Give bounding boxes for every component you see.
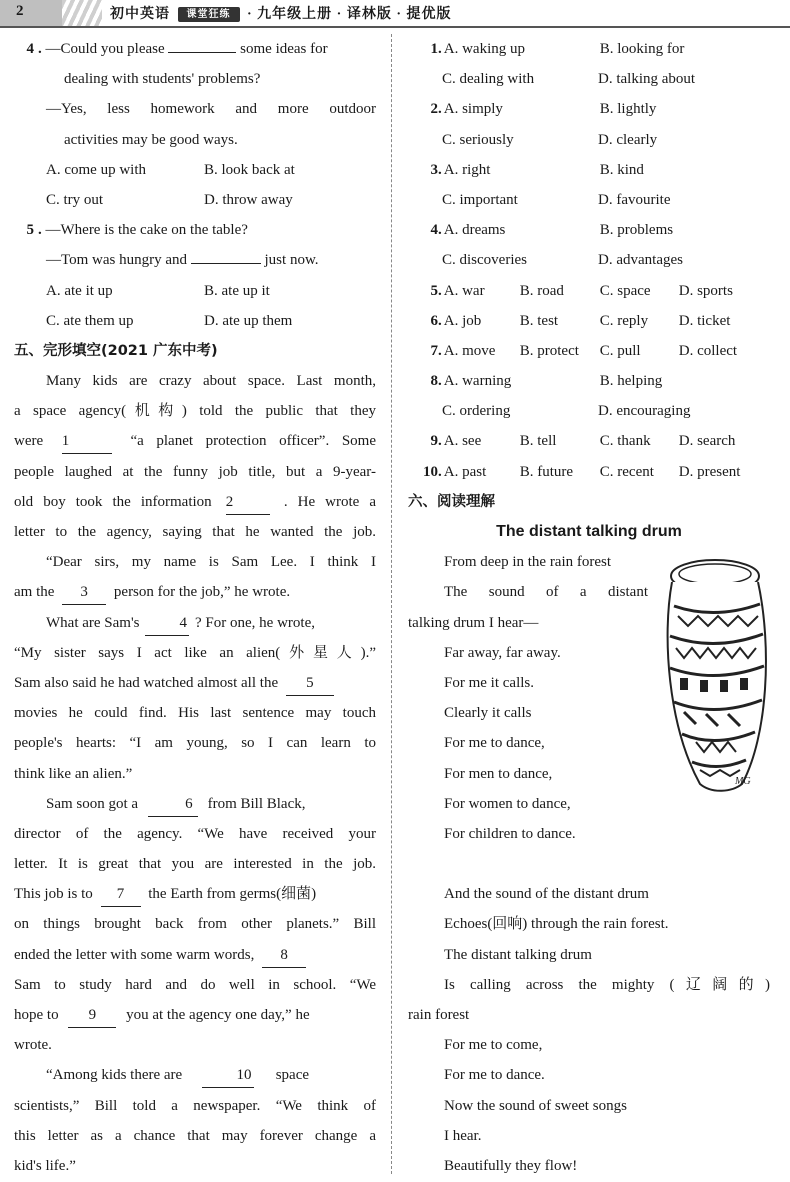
- passage-text: ? For one, he wrote,: [195, 614, 315, 631]
- option-number: 1: [430, 41, 438, 57]
- option-b: B. protect: [519, 342, 579, 359]
- series-logo-text: 课堂狂练: [186, 9, 231, 21]
- cloze-blank: 1: [62, 429, 112, 454]
- option-number: 7: [430, 342, 438, 359]
- option-row: 3. A. right B. kind: [408, 155, 770, 185]
- header-rule: [0, 26, 790, 28]
- option-d: D. ate up them: [204, 312, 293, 329]
- option-c: C. thank: [599, 433, 651, 450]
- passage-line: letter to the agency, saying that he wanted the job.: [14, 524, 376, 540]
- cloze-blank: 7: [101, 882, 141, 907]
- passage-text: ended the letter with some warm words,: [14, 946, 255, 963]
- question-text: —Yes, less homework and more outdoor: [46, 101, 376, 118]
- poem-line: For me to dance.: [444, 1067, 545, 1084]
- option-row: [408, 185, 770, 215]
- option-row: [408, 64, 770, 94]
- poem-line: Is calling across the mighty (辽阔的): [444, 976, 770, 993]
- option-a: A. dreams: [443, 222, 506, 239]
- option-number: 9: [430, 433, 438, 450]
- cloze-blank: 6: [148, 792, 198, 817]
- option-b: B. looking for: [599, 41, 685, 57]
- cloze-blank: 8: [262, 943, 306, 968]
- option-a: A. move: [443, 342, 496, 359]
- options-row: [14, 185, 376, 215]
- cloze-blank: 10: [202, 1063, 254, 1088]
- poem-line: Now the sound of sweet songs: [444, 1097, 627, 1114]
- option-c: C. reply: [599, 312, 649, 329]
- options-row: [14, 276, 376, 306]
- poem-title: The distant talking drum: [496, 523, 682, 540]
- cloze-blank: 3: [62, 580, 106, 605]
- option-d: D. present: [678, 463, 741, 480]
- poem-line: Beautifully they flow!: [444, 1157, 578, 1174]
- poem-line: And the sound of the distant drum: [444, 886, 649, 903]
- poem-line: For me it calls.: [444, 674, 534, 691]
- passage-text: “a planet protection officer”. Some: [130, 433, 376, 450]
- question-text: dealing with students' problems?: [64, 71, 261, 88]
- passage-line: movies he could find. His last sentence may touch: [14, 705, 376, 722]
- cloze-blank: 9: [68, 1003, 116, 1028]
- passage-text: “Among kids there are: [46, 1067, 183, 1084]
- question-5: 5 . —Where is the cake on the table?: [14, 215, 376, 245]
- option-b: B. ate up it: [204, 282, 270, 299]
- passage-line: a space agency(机构) told the public that they: [14, 403, 376, 420]
- passage-line: [14, 940, 376, 970]
- header-stripes: [62, 0, 102, 26]
- option-c: C. discoveries: [442, 252, 527, 269]
- option-c: C. dealing with: [442, 71, 535, 88]
- option-c: C. recent: [599, 463, 654, 480]
- poem-line: Clearly it calls: [444, 705, 532, 722]
- passage-line: “My sister says I act like an alien(外星人).”: [14, 644, 376, 661]
- passage-line: [14, 577, 376, 607]
- passage-text: Sam soon got a: [46, 795, 139, 812]
- option-a: A. war: [443, 282, 485, 299]
- option-d: D. advantages: [598, 252, 683, 269]
- option-number: 4: [430, 222, 438, 239]
- poem-line: The distant talking drum: [444, 946, 592, 963]
- option-b: B. test: [519, 312, 559, 329]
- poem-line: For me to come,: [444, 1037, 543, 1054]
- passage-text: person for the job,” he wrote.: [113, 584, 291, 601]
- option-number: 5: [430, 282, 438, 299]
- option-b: B. problems: [599, 222, 674, 239]
- series-logo: [178, 7, 240, 22]
- option-d: D. talking about: [598, 71, 696, 88]
- poem-line: For women to dance,: [444, 795, 571, 812]
- option-row: 5. A. war B. road C. space D. sports: [408, 276, 770, 306]
- options-row: [14, 155, 376, 185]
- passage-text: old boy took the information: [14, 493, 212, 510]
- options-row: [14, 306, 376, 336]
- question-number: 5: [26, 222, 34, 239]
- passage-line: people laughed at the funny job title, but a 9-year-: [14, 463, 376, 480]
- option-c: C. pull: [599, 342, 641, 359]
- option-c: C. seriously: [442, 131, 514, 148]
- cloze-blank: 2: [226, 490, 270, 515]
- option-c: C. ate them up: [46, 312, 134, 329]
- option-c: C. space: [599, 282, 651, 299]
- passage-line: [14, 1000, 376, 1030]
- passage-line: [14, 668, 376, 698]
- talking-drum-illustration: [660, 556, 775, 796]
- passage-line: [14, 789, 376, 819]
- passage-text: . He wrote a: [283, 493, 376, 510]
- option-a: A. come up with: [46, 161, 146, 178]
- passage-line: this letter as a chance that may forever change a: [14, 1127, 376, 1144]
- passage-line: kid's life.”: [14, 1157, 76, 1174]
- section-title: 五、完形填空(2021 广东中考): [14, 342, 218, 359]
- page-number: 2: [16, 3, 24, 19]
- passage-text: Sam also said he had watched almost all the: [14, 674, 279, 691]
- option-b: B. future: [519, 463, 574, 480]
- option-row: [408, 245, 770, 275]
- option-a: A. warning: [443, 373, 512, 390]
- passage-text: space: [275, 1067, 310, 1084]
- question-text-part: —Tom was hungry and: [46, 252, 188, 269]
- option-row: 8. A. warning B. helping: [408, 366, 770, 396]
- option-b: B. look back at: [204, 161, 295, 178]
- passage-line: [14, 608, 376, 638]
- option-d: D. ticket: [678, 312, 731, 329]
- passage-line: on things brought back from other planets.” Bill: [14, 916, 376, 933]
- option-b: B. helping: [599, 373, 663, 390]
- option-row: 2. A. simply B. lightly: [408, 94, 770, 124]
- option-row: 9. A. see B. tell C. thank D. search: [408, 426, 770, 456]
- option-number: 10: [423, 463, 438, 480]
- question-text: —Where is the cake on the table?: [45, 222, 248, 239]
- option-row: 10. A. past B. future C. recent D. present: [408, 457, 770, 487]
- question-text: —Could you please: [45, 41, 165, 57]
- option-row: 6. A. job B. test C. reply D. ticket: [408, 306, 770, 336]
- cloze-options-list: [408, 34, 770, 487]
- option-row: 7. A. move B. protect C. pull D. collect: [408, 336, 770, 366]
- poem-line: Far away, far away.: [444, 644, 561, 661]
- passage-text: the Earth from germs(细菌): [148, 886, 317, 903]
- option-b: B. kind: [599, 161, 644, 178]
- poem-line: [408, 849, 770, 879]
- passage-line: [14, 879, 376, 909]
- passage-text: What are Sam's: [46, 614, 140, 631]
- column-divider: [391, 34, 392, 1174]
- poem-line: I hear.: [444, 1127, 482, 1144]
- passage-line: director of the agency. “We have received your: [14, 825, 376, 842]
- poem-line: For children to dance.: [444, 825, 576, 842]
- option-d: D. favourite: [598, 191, 671, 208]
- passage-text: from Bill Black,: [207, 795, 306, 812]
- option-d: D. clearly: [598, 131, 658, 148]
- passage-text: am the: [14, 584, 55, 601]
- passage-line: think like an alien.”: [14, 765, 133, 782]
- poem-line: talking drum I hear—: [408, 614, 539, 631]
- option-a: A. ate it up: [46, 282, 113, 299]
- option-number: 6: [430, 312, 438, 329]
- passage-text: were: [14, 433, 44, 450]
- option-d: D. throw away: [204, 191, 293, 208]
- cloze-blank: 5: [286, 671, 334, 696]
- option-a: A. waking up: [443, 41, 525, 57]
- option-a: A. see: [443, 433, 482, 450]
- question-text: [14, 245, 376, 275]
- passage-text: This job is to: [14, 886, 93, 903]
- question-text-part: just now.: [264, 252, 319, 269]
- option-number: 3: [430, 161, 438, 178]
- passage-line: [14, 1060, 376, 1090]
- passage-line: “Dear sirs, my name is Sam Lee. I think I: [46, 554, 376, 571]
- option-a: A. simply: [443, 101, 503, 118]
- option-b: B. road: [519, 282, 564, 299]
- question-number: 4: [26, 41, 34, 57]
- passage-text: you at the agency one day,” he: [126, 1007, 310, 1023]
- poem-line: Echoes(回响) through the rain forest.: [444, 916, 669, 933]
- question-text: some ideas for: [240, 41, 328, 57]
- question-text: activities may be good ways.: [64, 131, 238, 148]
- option-number: 8: [430, 373, 438, 390]
- poem-line: From deep in the rain forest: [444, 554, 612, 571]
- option-a: A. right: [443, 161, 491, 178]
- option-row: 4. A. dreams B. problems: [408, 215, 770, 245]
- passage-line: wrote.: [14, 1037, 52, 1054]
- option-row: 1. A. waking up B. looking for: [408, 34, 770, 64]
- passage-line: letter. It is great that you are interested in the job.: [14, 856, 376, 873]
- passage-line: [14, 426, 376, 456]
- left-column: [14, 34, 376, 1181]
- page-header: [0, 0, 790, 26]
- poem-line: The sound of a distant: [444, 584, 648, 601]
- answer-blank: [191, 263, 261, 264]
- option-row: [408, 396, 770, 426]
- passage-line: [14, 487, 376, 517]
- option-c: C. important: [442, 191, 518, 208]
- header-tab: [0, 0, 62, 26]
- answer-blank: [168, 52, 236, 53]
- option-d: D. search: [678, 433, 736, 450]
- option-b: B. tell: [519, 433, 557, 450]
- option-d: D. encouraging: [598, 403, 691, 420]
- book-title: 初中英语: [110, 7, 170, 22]
- drum-signature: MG: [735, 776, 751, 787]
- passage-text: hope to: [14, 1007, 59, 1023]
- option-c: C. ordering: [442, 403, 511, 420]
- option-b: B. lightly: [599, 101, 657, 118]
- header-title: [110, 3, 452, 23]
- option-c: C. try out: [46, 191, 104, 208]
- book-subtitle: · 九年级上册 · 译林版 · 提优版: [247, 7, 452, 22]
- option-a: A. job: [443, 312, 482, 329]
- poem-line: For me to dance,: [444, 735, 545, 752]
- option-number: 2: [430, 101, 438, 118]
- question-4: 4 . —Could you please some ideas for: [14, 34, 376, 64]
- cloze-blank: 4: [145, 611, 189, 636]
- passage-line: people's hearts: “I am young, so I can learn to: [14, 735, 376, 752]
- passage-line: Many kids are crazy about space. Last month,: [46, 373, 376, 390]
- option-a: A. past: [443, 463, 487, 480]
- poem-line: For men to dance,: [444, 765, 553, 782]
- passage-line: Sam to study hard and do well in school. “We: [14, 976, 376, 993]
- passage-line: scientists,” Bill told a newspaper. “We think of: [14, 1097, 376, 1114]
- option-d: D. sports: [678, 282, 733, 299]
- poem-line: rain forest: [408, 1007, 470, 1023]
- option-row: [408, 125, 770, 155]
- option-d: D. collect: [678, 342, 738, 359]
- section-title: 六、阅读理解: [408, 493, 495, 510]
